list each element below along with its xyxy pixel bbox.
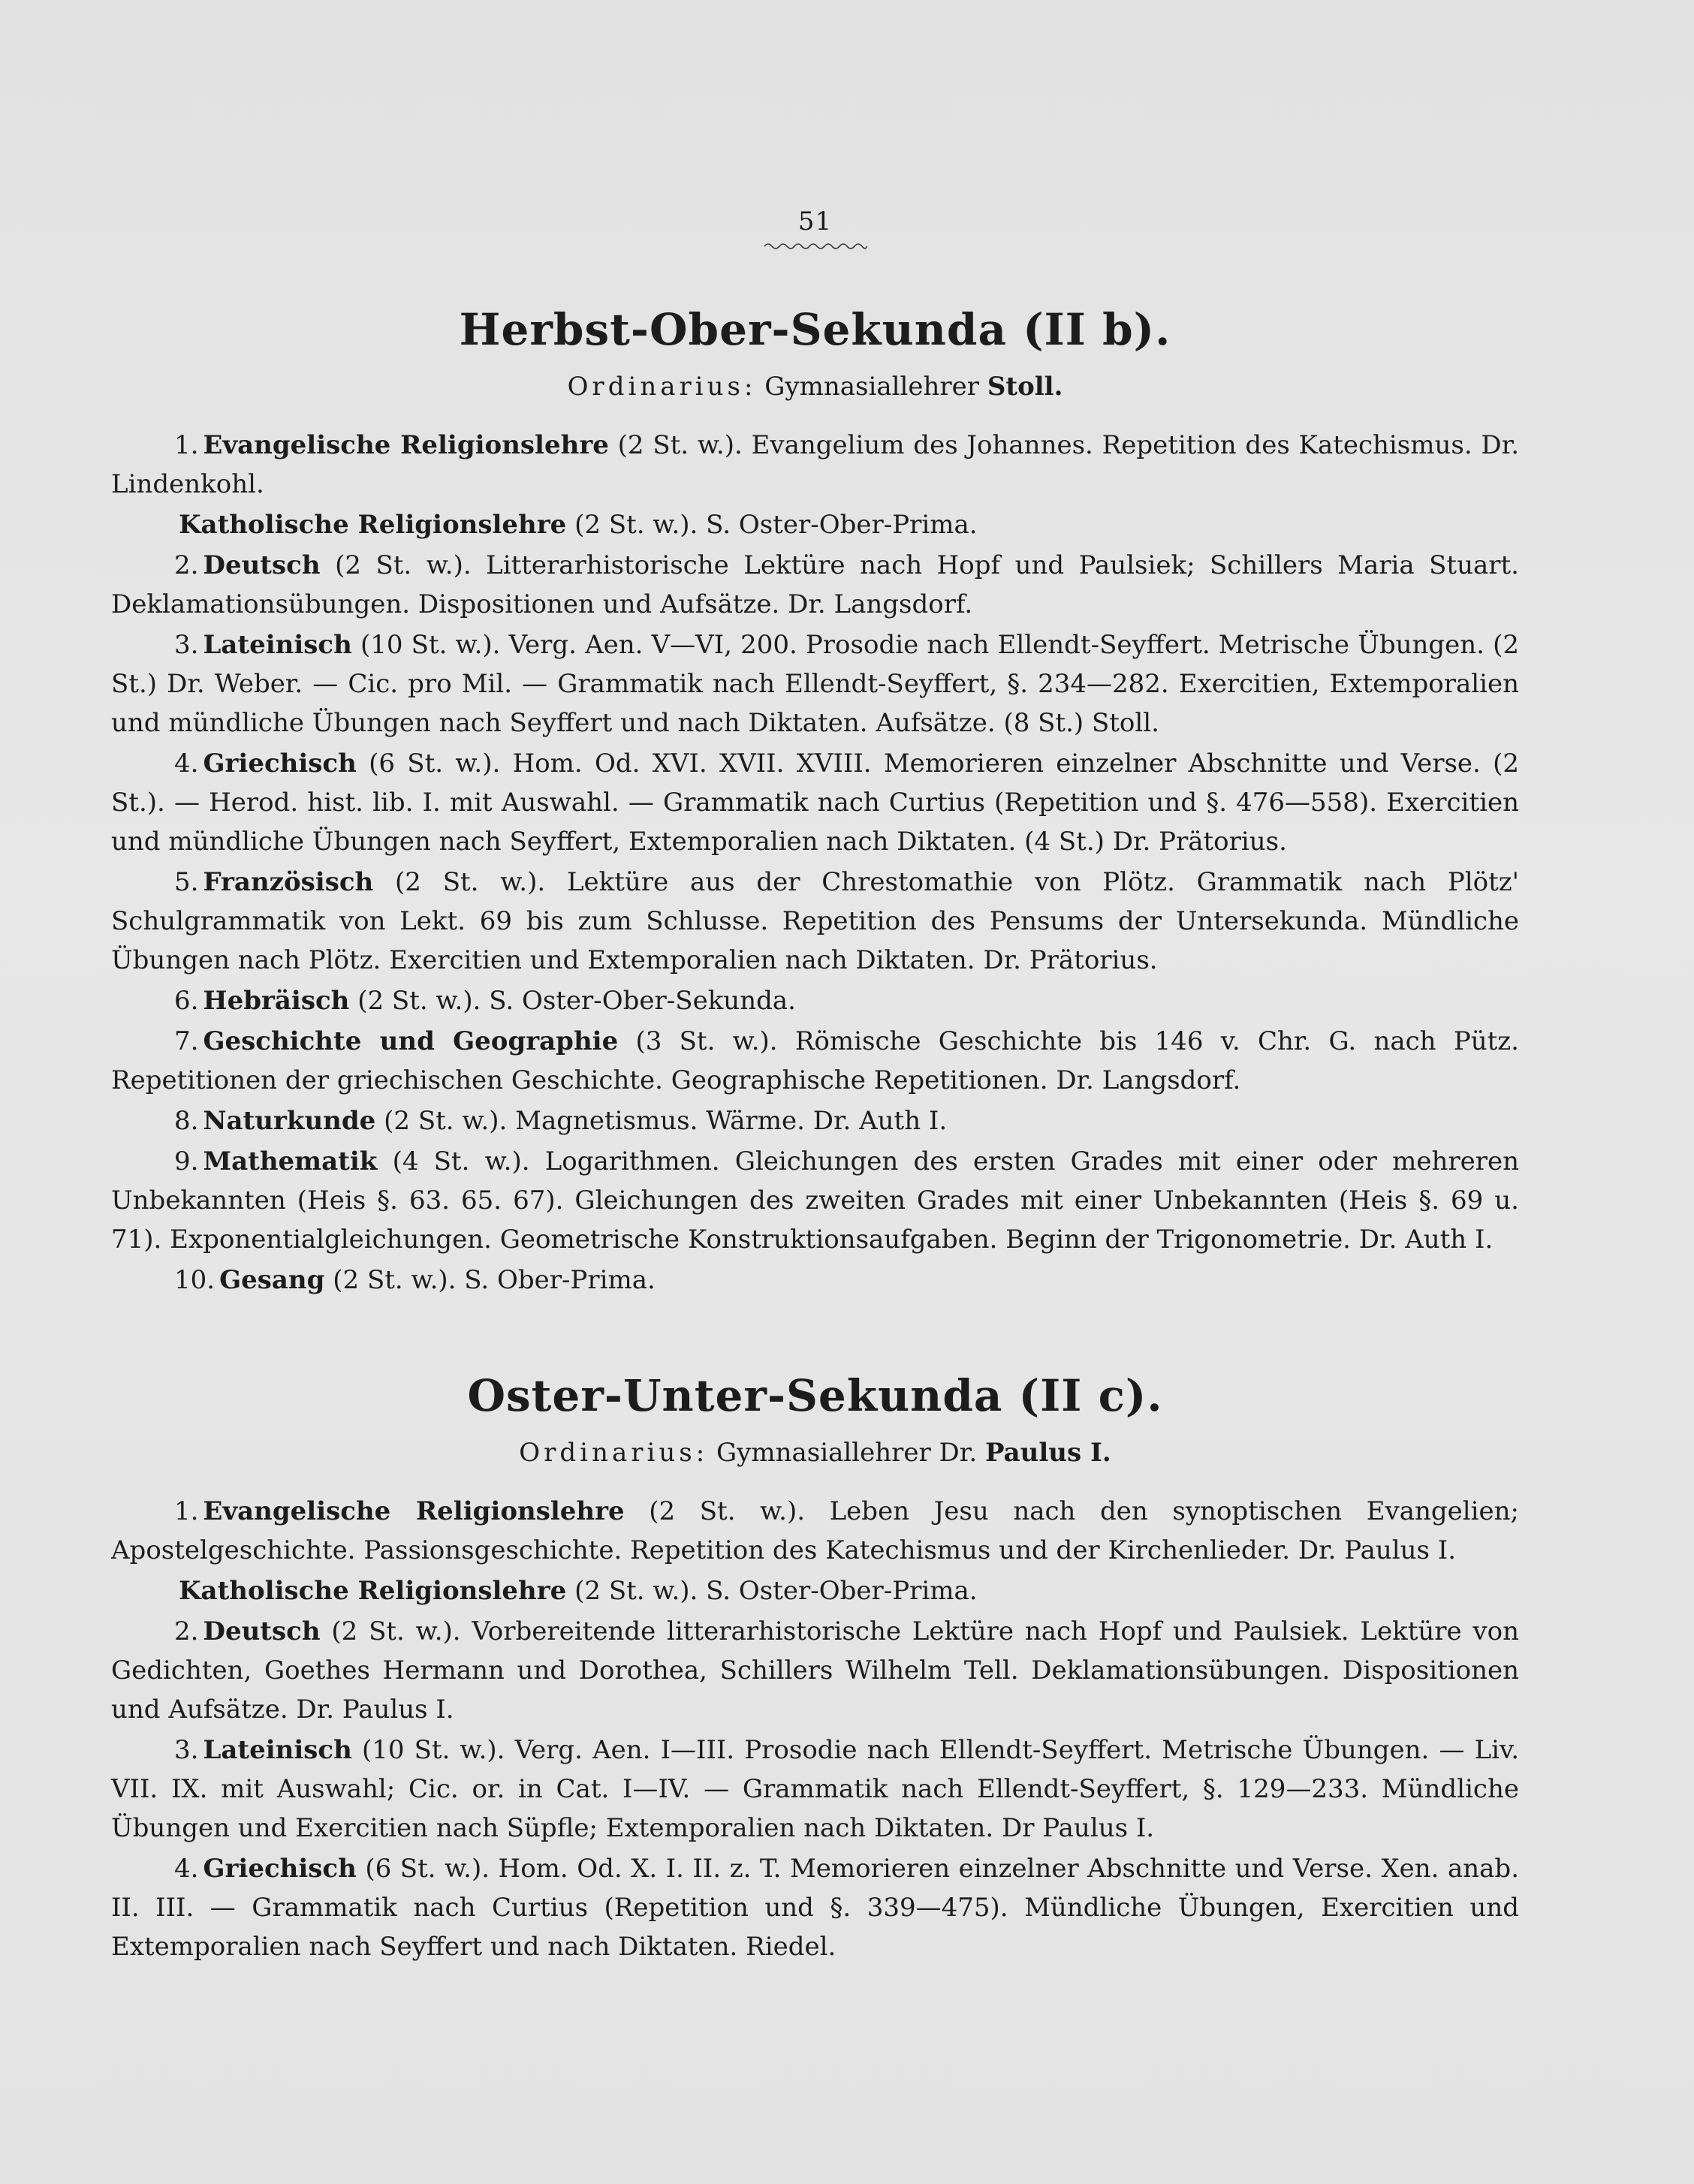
curriculum-item xyxy=(111,1261,1519,1300)
section-title: Herbst-Ober-Sekunda (II b). xyxy=(459,304,1171,355)
item-number: 9. xyxy=(174,1146,199,1176)
item-number: 10. xyxy=(174,1265,216,1295)
item-text: (2 St. w.). Leben Jesu nach den synoptischen Evangelien; Apostelgeschichte. Passionsgeschichte. Repetition des Katechismus und der Kirchenlieder. Dr. Paulus I. xyxy=(111,1496,1520,1565)
curriculum-item xyxy=(111,981,1519,1020)
item-number: 3. xyxy=(174,1735,199,1765)
ordinarius-line xyxy=(111,1438,1519,1468)
item-number: 3. xyxy=(174,630,199,660)
ordinarius-role: Gymnasiallehrer xyxy=(764,372,980,402)
item-subject: Deutsch xyxy=(203,1616,321,1646)
item-number: 2. xyxy=(174,1616,199,1646)
item-text: (10 St. w.). Verg. Aen. V—VI, 200. Prosodie nach Ellendt-Seyffert. Metrische Übungen. (2 St.) Dr. Weber. — Cic. pro Mil. — Grammatik nach Ellendt-Seyffert, §. 234—282. Exercitien, Extemporalien und mündliche Übungen nach Seyffert und nach Diktaten. Aufsätze. (8 St.) Stoll. xyxy=(111,630,1520,738)
section-spacer xyxy=(111,1301,1519,1370)
curriculum-item xyxy=(111,625,1519,743)
item-text: (2 St. w.). Evangelium des Johannes. Repetition des Katechismus. Dr. Lindenkohl. xyxy=(111,430,1520,499)
curriculum-item xyxy=(111,1492,1519,1570)
item-subject: Griechisch xyxy=(203,1854,357,1884)
curriculum-item xyxy=(111,1101,1519,1140)
curriculum-item xyxy=(111,1612,1519,1729)
item-subject: Naturkunde xyxy=(203,1106,376,1136)
item-subject: Evangelische Religionslehre xyxy=(203,430,609,460)
curriculum-item xyxy=(111,1022,1519,1100)
item-text: (2 St. w.). Lektüre aus der Chrestomathie von Plötz. Grammatik nach Plötz' Schulgrammatik von Lekt. 69 bis zum Schlusse. Repetition des Pensums der Untersekunda. Mündliche Übungen nach Plötz. Exercitien und Extemporalien nach Diktaten. Dr. Prätorius. xyxy=(111,867,1520,975)
item-subject: Geschichte und Geographie xyxy=(203,1026,619,1056)
curriculum-item xyxy=(111,505,1519,544)
item-subject: Lateinisch xyxy=(203,1735,352,1765)
curriculum-item xyxy=(111,1142,1519,1259)
item-subject: Hebräisch xyxy=(203,986,350,1016)
item-text: (6 St. w.). Hom. Od. X. I. II. z. T. Memorieren einzelner Abschnitte und Verse. Xen. anab. II. III. — Grammatik nach Curtius (Repetition und §. 339—475). Mündliche Übungen, Exercitien und Extemporalien nach Seyffert und nach Diktaten. Riedel. xyxy=(111,1854,1520,1962)
item-text: (2 St. w.). Magnetismus. Wärme. Dr. Auth I. xyxy=(384,1106,948,1136)
item-subject: Lateinisch xyxy=(203,630,352,660)
item-text: (2 St. w.). S. Oster-Ober-Prima. xyxy=(574,1576,978,1606)
item-subject: Deutsch xyxy=(203,550,321,580)
ordinarius-line xyxy=(111,372,1519,402)
item-text: (2 St. w.). Litterarhistorische Lektüre nach Hopf und Paulsiek; Schillers Maria Stuart. Deklamationsübungen. Dispositionen und Aufsätze. Dr. Langsdorf. xyxy=(111,550,1519,619)
item-number: 2. xyxy=(174,550,199,580)
section-ii-c xyxy=(111,1370,1519,1966)
item-subject: Mathematik xyxy=(203,1146,378,1176)
item-subject: Griechisch xyxy=(203,749,357,779)
ordinarius-label: Ordinarius: xyxy=(519,1438,709,1468)
item-number: 7. xyxy=(174,1026,199,1056)
curriculum-item xyxy=(111,426,1519,504)
item-number: 1. xyxy=(174,1496,199,1526)
item-text: (3 St. w.). Römische Geschichte bis 146 v. Chr. G. nach Pütz. Repetitionen der griechischen Geschichte. Geographische Repetitionen. Dr. Langsdorf. xyxy=(111,1026,1519,1095)
section-title: Oster-Unter-Sekunda (II c). xyxy=(467,1370,1163,1421)
ordinarius-role: Gymnasiallehrer Dr. xyxy=(716,1438,978,1468)
wavy-ornament-icon xyxy=(763,241,868,252)
item-number: 4. xyxy=(174,1854,199,1884)
curriculum-item xyxy=(111,546,1519,624)
section-ii-b xyxy=(111,304,1519,1300)
item-number: 8. xyxy=(174,1106,199,1136)
ordinarius-teacher: Stoll. xyxy=(987,372,1063,402)
item-subject: Evangelische Religionslehre xyxy=(203,1496,625,1526)
ordinarius-teacher: Paulus I. xyxy=(984,1438,1111,1468)
item-subject: Gesang xyxy=(219,1265,325,1295)
item-number: 5. xyxy=(174,867,199,897)
item-number: 6. xyxy=(174,986,199,1016)
item-number: 4. xyxy=(174,749,199,779)
curriculum-item xyxy=(111,1571,1519,1610)
ordinarius-label: Ordinarius: xyxy=(567,372,757,402)
curriculum-item xyxy=(111,1731,1519,1848)
item-subject: Katholische Religionslehre xyxy=(179,510,567,540)
page-text-block xyxy=(111,206,1519,1968)
item-text: (2 St. w.). S. Oster-Ober-Prima. xyxy=(574,510,978,540)
item-text: (10 St. w.). Verg. Aen. I—III. Prosodie nach Ellendt-Seyffert. Metrische Übungen. — Liv. VII. IX. mit Auswahl; Cic. or. in Cat. I—IV. — Grammatik nach Ellendt-Seyffert, §. 129—233. Mündliche Übungen und Exercitien nach Süpfle; Extemporalien nach Diktaten. Dr Paulus I. xyxy=(111,1735,1520,1843)
curriculum-item xyxy=(111,863,1519,980)
item-text: (2 St. w.). Vorbereitende litterarhistorische Lektüre nach Hopf und Paulsiek. Lektüre von Gedichten, Goethes Hermann und Dorothea, Schillers Wilhelm Tell. Deklamationsübungen. Dispositionen und Aufsätze. Dr. Paulus I. xyxy=(111,1616,1519,1725)
item-text: (2 St. w.). S. Ober-Prima. xyxy=(333,1265,656,1295)
item-text: (6 St. w.). Hom. Od. XVI. XVII. XVIII. Memorieren einzelner Abschnitte und Verse. (2 St.). — Herod. hist. lib. I. mit Auswahl. — Grammatik nach Curtius (Repetition und §. 476—558). Exercitien und mündliche Übungen nach Seyffert, Extemporalien nach Diktaten. (4 St.) Dr. Prätorius. xyxy=(111,749,1519,857)
item-number: 1. xyxy=(174,430,199,460)
page-number: 51 xyxy=(797,206,833,236)
curriculum-item xyxy=(111,1849,1519,1966)
item-text: (2 St. w.). S. Oster-Ober-Sekunda. xyxy=(357,986,796,1016)
item-subject: Katholische Religionslehre xyxy=(179,1576,567,1606)
item-text: (4 St. w.). Logarithmen. Gleichungen des ersten Grades mit einer oder mehreren Unbekannten (Heis §. 63. 65. 67). Gleichungen des zweiten Grades mit einer Unbekannten (Heis §. 69 u. 71). Exponentialgleichungen. Geometrische Konstruktionsaufgaben. Beginn der Trigonometrie. Dr. Auth I. xyxy=(111,1146,1519,1255)
curriculum-item xyxy=(111,744,1519,861)
item-subject: Französisch xyxy=(203,867,374,897)
